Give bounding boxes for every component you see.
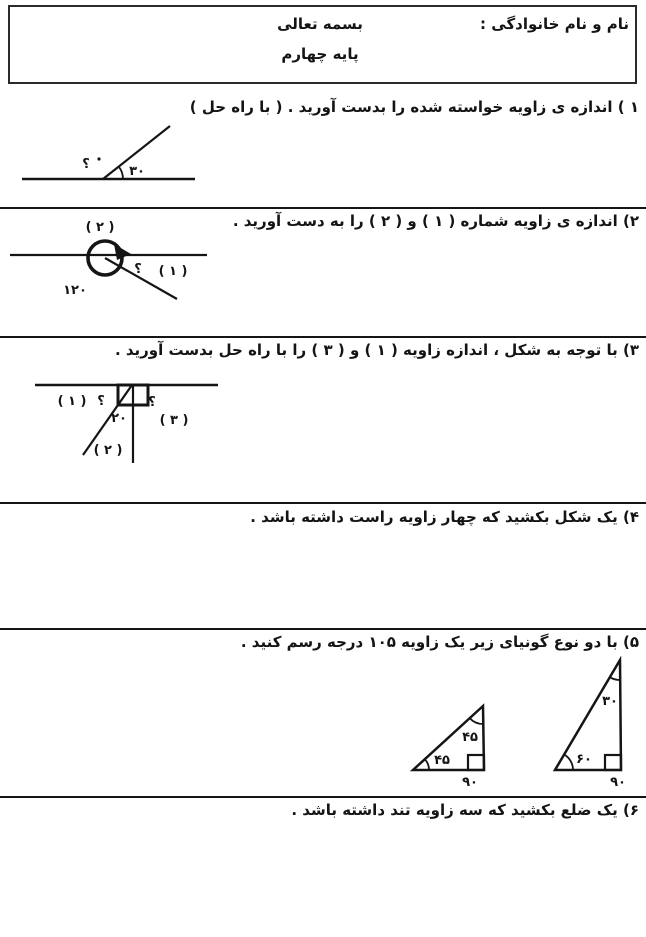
- q2-unknown-label: ؟: [134, 262, 142, 277]
- q3-unknown-right-label: ؟: [148, 395, 156, 410]
- q1-given-angle-label: ۳۰: [129, 164, 145, 179]
- q5-triangle45-right-angle-marker: [468, 755, 484, 770]
- section-divider-1: [0, 207, 646, 209]
- q5-t3060-top-angle: ۳۰: [602, 694, 618, 709]
- q5-t3060-right-angle: ۹۰: [610, 775, 626, 790]
- question-4-text: ۴) یک شکل بکشید که چهار زاویه راست داشته باشد .: [250, 508, 639, 526]
- q5-diagram: [400, 655, 646, 795]
- student-name-label: نام و نام خانوادگی :: [480, 15, 629, 33]
- q2-arrowhead: [114, 244, 131, 260]
- q5-triangle45-left-arc: [425, 759, 429, 770]
- q3-angle1-label: ( ۱ ): [57, 394, 87, 409]
- q5-triangle45-top-arc: [470, 718, 484, 724]
- q3-angle3-label: ( ۳ ): [159, 413, 189, 428]
- section-divider-3: [0, 502, 646, 504]
- q5-triangle3060-left-arc: [564, 755, 573, 771]
- question-2-text: ۲) اندازه ی زاویه شماره ( ۱ ) و ( ۲ ) را به دست آورید .: [232, 212, 639, 230]
- q2-diagram: [5, 212, 215, 317]
- section-divider-4: [0, 628, 646, 630]
- q5-triangle3060-top-arc: [610, 677, 620, 680]
- question-5-text: ۵) با دو نوع گونیای زیر یک زاویه ۱۰۵ درجه رسم کنید .: [240, 633, 639, 651]
- q1-diagram: [10, 118, 210, 193]
- q3-angle2-label: ( ۲ ): [93, 443, 123, 458]
- q1-degree-dot: [97, 157, 100, 160]
- header-box: [8, 5, 637, 84]
- q5-triangle3060-right-angle-marker: [605, 755, 621, 770]
- q2-angle1-label: ( ۱ ): [158, 264, 188, 279]
- grade-text: پایه چهارم: [281, 45, 359, 63]
- section-divider-2: [0, 336, 646, 338]
- section-divider-5: [0, 796, 646, 798]
- q2-angle2-label: ( ۲ ): [85, 220, 115, 235]
- q2-given-angle-label: ۱۲۰: [63, 283, 87, 298]
- q5-t45-left-angle: ۴۵: [434, 753, 450, 768]
- q5-t3060-left-angle: ۶۰: [576, 752, 592, 767]
- q5-t45-right-angle: ۹۰: [462, 775, 478, 790]
- q3-unknown-left-label: ؟: [97, 394, 105, 409]
- question-1-text: ۱ ) اندازه ی زاویه خواسته شده را بدست آورید . ( با راه حل ): [189, 98, 639, 116]
- q3-given-angle-label: ۲۰: [111, 411, 127, 426]
- q3-diagram: [20, 372, 240, 468]
- q1-unknown-label: ؟: [82, 157, 90, 172]
- q5-t45-top-angle: ۴۵: [462, 730, 478, 745]
- header-center-block: [258, 15, 382, 63]
- q1-angle-arc: [119, 167, 123, 179]
- question-3-text: ۳) با توجه به شکل ، اندازه زاویه ( ۱ ) و ( ۳ ) را با راه حل بدست آورید .: [114, 341, 639, 359]
- bismillah-text: بسمه تعالی: [277, 15, 363, 33]
- question-6-text: ۶) یک ضلع بکشید که سه زاویه تند داشته باشد .: [291, 801, 639, 819]
